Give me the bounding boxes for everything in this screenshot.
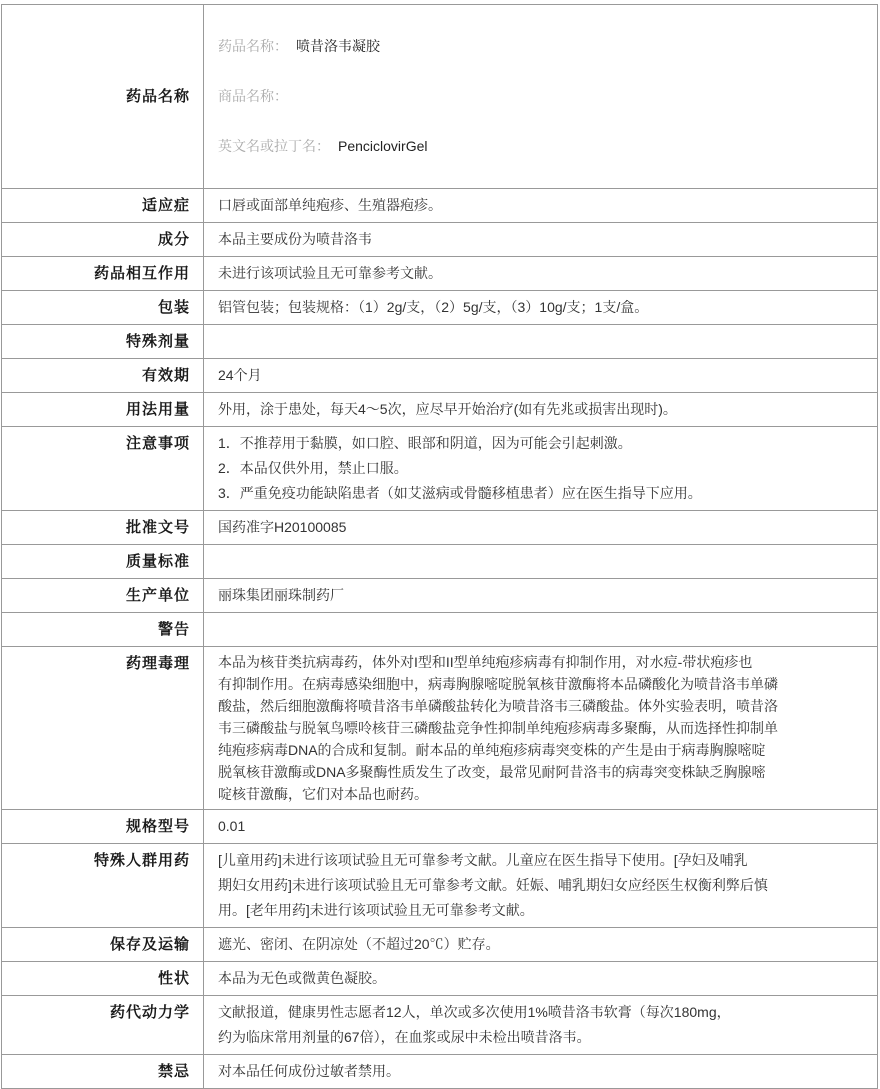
drug-info-table <box>1 4 878 1089</box>
row-special-dosage <box>2 325 878 359</box>
row-warning <box>2 613 878 647</box>
row-specification-label: 规格型号 <box>2 810 204 844</box>
row-drug-interactions <box>2 257 878 291</box>
row-quality-standard-label: 质量标准 <box>2 545 204 579</box>
row-drug-interactions-content: 未进行该项试验且无可靠参考文献。 <box>204 257 878 291</box>
row-dosage-usage-label: 用法用量 <box>2 393 204 427</box>
trade-name-key: 商品名称： <box>218 88 288 104</box>
row-precautions-label: 注意事项 <box>2 427 204 511</box>
row-contraindications-content: 对本品任何成份过敏者禁用。 <box>204 1055 878 1089</box>
row-dosage-usage-content: 外用，涂于患处，每天4～5次，应尽早开始治疗(如有先兆或损害出现时)。 <box>204 393 878 427</box>
row-pharmacology-toxicology-label: 药理毒理 <box>2 647 204 810</box>
row-indications-content: 口唇或面部单纯疱疹、生殖器疱疹。 <box>204 189 878 223</box>
row-pharmacokinetics <box>2 996 878 1055</box>
english-name-value: PenciclovirGel <box>338 138 428 154</box>
row-special-dosage-content <box>204 325 878 359</box>
row-specification-content: 0.01 <box>204 810 878 844</box>
row-ingredients <box>2 223 878 257</box>
row-precautions-content: 1．不推荐用于黏膜，如口腔、眼部和阴道，因为可能会引起刺激。 2．本品仅供外用，禁止口服。 3．严重免疫功能缺陷患者（如艾滋病或骨髓移植患者）应在医生指导下应用。 <box>204 427 878 511</box>
row-special-populations-label: 特殊人群用药 <box>2 844 204 928</box>
trade-name-field <box>218 84 865 109</box>
row-approval-number <box>2 511 878 545</box>
row-precautions <box>2 427 878 511</box>
row-ingredients-content: 本品主要成份为喷昔洛韦 <box>204 223 878 257</box>
row-approval-number-label: 批准文号 <box>2 511 204 545</box>
row-warning-label: 警告 <box>2 613 204 647</box>
row-storage-transport <box>2 928 878 962</box>
row-packaging-content: 铝管包装；包装规格：（1）2g/支，（2）5g/支，（3）10g/支；1支/盒。 <box>204 291 878 325</box>
row-special-populations-content: [儿童用药]未进行该项试验且无可靠参考文献。儿童应在医生指导下使用。[孕妇及哺乳 期妇女用药]未进行该项试验且无可靠参考文献。妊娠、哺乳期妇女应经医生权衡利弊后慎 用。[老年用药]未进行该项试验且无可靠参考文献。 <box>204 844 878 928</box>
row-contraindications <box>2 1055 878 1089</box>
row-packaging <box>2 291 878 325</box>
row-pharmacology-toxicology <box>2 647 878 810</box>
row-description <box>2 962 878 996</box>
row-dosage-usage <box>2 393 878 427</box>
row-manufacturer-label: 生产单位 <box>2 579 204 613</box>
row-pharmacology-toxicology-content: 本品为核苷类抗病毒药，体外对I型和II型单纯疱疹病毒有抑制作用，对水痘-带状疱疹也 有抑制作用。在病毒感染细胞中，病毒胸腺嘧啶脱氧核苷激酶将本品磷酸化为喷昔洛韦单磷 酸盐，然后细胞激酶将喷昔洛韦单磷酸盐转化为喷昔洛韦三磷酸盐。体外实验表明，喷昔洛 韦三磷酸盐与脱氧鸟嘌呤核苷三磷酸盐竞争性抑制单纯疱疹病毒多聚酶，从而选择性抑制单 纯疱疹病毒DNA的合成和复制。耐本品的单纯疱疹病毒突变株的产生是由于病毒胸腺嘧啶 脱氧核苷激酶或DNA多聚酶性质发生了改变，最常见耐阿昔洛韦的病毒突变株缺乏胸腺嘧 啶核苷激酶，它们对本品也耐药。 <box>204 647 878 810</box>
row-special-populations <box>2 844 878 928</box>
row-storage-transport-label: 保存及运输 <box>2 928 204 962</box>
row-description-label: 性状 <box>2 962 204 996</box>
row-approval-number-content: 国药准字H20100085 <box>204 511 878 545</box>
row-manufacturer-content: 丽珠集团丽珠制药厂 <box>204 579 878 613</box>
english-name-field <box>218 134 865 159</box>
row-ingredients-label: 成分 <box>2 223 204 257</box>
row-special-dosage-label: 特殊剂量 <box>2 325 204 359</box>
row-storage-transport-content: 遮光、密闭、在阴凉处（不超过20℃）贮存。 <box>204 928 878 962</box>
row-quality-standard-content <box>204 545 878 579</box>
row-drug-interactions-label: 药品相互作用 <box>2 257 204 291</box>
row-warning-content <box>204 613 878 647</box>
row-manufacturer <box>2 579 878 613</box>
row-shelf-life <box>2 359 878 393</box>
drug-name-field <box>218 34 865 59</box>
row-quality-standard <box>2 545 878 579</box>
row-packaging-label: 包装 <box>2 291 204 325</box>
row-description-content: 本品为无色或微黄色凝胶。 <box>204 962 878 996</box>
drug-name-key: 药品名称： <box>218 38 288 54</box>
row-drug-name <box>2 5 878 189</box>
row-pharmacokinetics-content: 文献报道，健康男性志愿者12人，单次或多次使用1%喷昔洛韦软膏（每次180mg， 约为临床常用剂量的67倍），在血浆或尿中未检出喷昔洛韦。 <box>204 996 878 1055</box>
row-contraindications-label: 禁忌 <box>2 1055 204 1089</box>
row-drug-name-content <box>204 5 878 189</box>
row-shelf-life-content: 24个月 <box>204 359 878 393</box>
row-indications <box>2 189 878 223</box>
english-name-key: 英文名或拉丁名： <box>218 138 330 154</box>
row-indications-label: 适应症 <box>2 189 204 223</box>
row-shelf-life-label: 有效期 <box>2 359 204 393</box>
row-pharmacokinetics-label: 药代动力学 <box>2 996 204 1055</box>
row-specification <box>2 810 878 844</box>
drug-name-value: 喷昔洛韦凝胶 <box>296 38 380 54</box>
row-drug-name-label: 药品名称 <box>2 5 204 189</box>
